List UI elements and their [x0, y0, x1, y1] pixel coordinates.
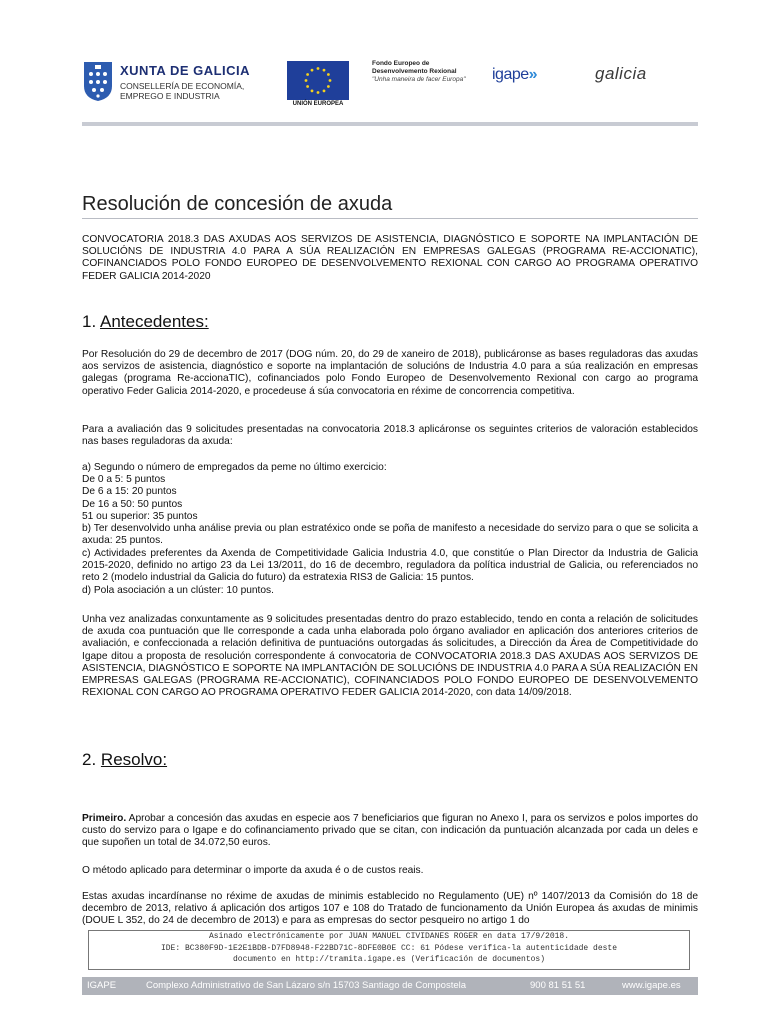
page-footer: [82, 977, 698, 995]
criterion-a-range-2: De 6 a 15: 20 puntos: [82, 486, 177, 498]
eu-star-icon: [327, 85, 330, 88]
eu-star-icon: [329, 79, 332, 82]
stamp-line-3: documento en http://tramita.igape.es (Verificación de documentos): [232, 955, 546, 964]
eu-star-icon: [323, 89, 326, 92]
stamp-line-2: IDE: BC380F9D-1E2E1BDB-D7FD8948-F22BD71C-8DFE0B0E CC: 61 Pódese verifica-la autenticidade deste: [160, 943, 618, 953]
igape-text: igape: [492, 66, 529, 83]
primeiro-text: Aprobar a concesión das axudas en especie aos 7 beneficiarios que figuran no Anexo I, para os servizos e polos importes do custo do servizo para o Igape e do cofinanciamento privado que se citan, con indicación da puntuación alcanzada por cada un deles e que supoñen un total de 34.072,50 euros.: [82, 813, 698, 849]
feder-logo-block: [372, 60, 487, 84]
footer-phone: 900 81 51 51: [530, 980, 586, 991]
criterion-a: a) Segundo o número de empregados da peme no último exercicio:: [82, 462, 387, 473]
eu-star-icon: [306, 85, 309, 88]
footer-address: Complexo Administrativo de San Lázaro s/n 15703 Santiago de Compostela: [146, 980, 467, 991]
igape-logo: [492, 66, 537, 84]
resolvo-paragraph-3: Estas axudas incardínanse no réxime de axudas de minimis establecido no Regulamento (UE) nº 1407/2013 da Comisión do 18 de decembro de 2013, relativo á aplicación dos artigos 107 e 108 do Tratado de funcionamento da Unión Europea ás axudas de minimis (DOUE L 352, do 24 de decembro de 2013) e para as empresas do sector pesqueiro no artigo 1 do: [82, 891, 698, 927]
section-1-heading: [82, 312, 209, 332]
eu-star-icon: [323, 69, 326, 72]
criterion-c: c) Actividades preferentes da Axenda de Competitividade Galicia Industria 4.0, que constitúe o Plan Director da Industria de Galicia 2015-2020, definido no artigo 23 da Lei 13/2011, do 16 de decembro, reguladora da política industrial de Galicia, ou referenciados no reto 2 (modelo industrial da Galicia do futuro) da estratexia RIS3 de Galicia: 15 puntos.: [82, 548, 698, 584]
resolvo-paragraph-2: O método aplicado para determinar o importe da axuda é o de custos reais.: [82, 865, 424, 876]
eu-star-icon: [311, 69, 314, 72]
eu-logo-block: [287, 61, 349, 109]
eu-star-icon: [305, 79, 308, 82]
criterion-b: b) Ter desenvolvido unha análise previa ou plan estratéxico onde se poña de manifesto a necesidade do servizo para o que se solicita a axuda: 25 puntos.: [82, 523, 698, 547]
title-divider: [82, 218, 698, 219]
eu-star-icon: [327, 73, 330, 76]
call-paragraph: CONVOCATORIA 2018.3 DAS AXUDAS AOS SERVIZOS DE ASISTENCIA, DIAGNÓSTICO E SOPORTE NA IMPLANTACIÓN DE SOLUCIÓNS DE INDUSTRIA 4.0 PARA A SÚA REALIZACIÓN EN EMPRESAS GALEGAS (PROGRAMA RE-ACCIONATIC), COFINANCIADOS POLO FONDO EUROPEO DE DESENVOLVEMENTO REXIONAL CON CARGO AO PROGRAMA OPERATIVO FEDER GALICIA 2014-2020: [82, 234, 698, 282]
header-divider: [82, 122, 698, 126]
section-2-title: Resolvo:: [100, 750, 168, 769]
eu-star-icon: [317, 67, 320, 70]
eu-flag-icon: [287, 61, 349, 100]
criterion-a-range-3: De 16 a 50: 50 puntos: [82, 498, 183, 510]
criterion-a-range-1: De 0 a 5: 5 puntos: [82, 474, 166, 486]
primeiro-lead: Primeiro.: [82, 813, 127, 824]
antecedentes-paragraph-3: Unha vez analizadas conxuntamente as 9 solicitudes presentadas dentro do prazo establecido, tendo en conta a relación de solicitudes de axuda coa puntuación que lle corresponde a cada unha elaborada polo órgano avaliador en aplicación dos anteriores criterios de avaliación, e confeccionada a relación definitiva de puntuacións outorgadas ás solicitudes, a Dirección da Área de Competitividade do Igape ditou a proposta de resolución correspondente á convocatoria de CONVOCATORIA 2018.3 DAS AXUDAS AOS SERVIZOS DE ASISTENCIA, DIAGNÓSTICO E SOPORTE NA IMPLANTACIÓN DE SOLUCIÓNS DE INDUSTRIA 4.0 PARA A SÚA REALIZACIÓN EN EMPRESAS GALEGAS (PROGRAMA RE-ACCIONATIC), COFINANCIADOS POLO FONDO EUROPEO DE DESENVOLVEMENTO REXIONAL CON CARGO AO PROGRAMA OPERATIVO FEDER GALICIA 2014-2020, con data 14/09/2018.: [82, 614, 698, 699]
document-title: Resolución de concesión de axuda: [82, 193, 393, 215]
stamp-line-1: Asinado electrónicamente por JUAN MANUEL CIVIDANES ROGER en data 17/9/2018.: [208, 932, 570, 941]
section-2-number: 2.: [82, 750, 97, 769]
page-header: [0, 0, 770, 125]
eu-star-icon: [317, 91, 320, 94]
eu-label: UNIÓN EUROPEA: [292, 101, 344, 107]
eu-star-icon: [306, 73, 309, 76]
galicia-logo: galicia: [595, 64, 647, 83]
antecedentes-paragraph-1: Por Resolución do 29 de decembro de 2017 (DOG núm. 20, do 29 de xaneiro de 2018), publicáronse as bases reguladoras das axudas aos servizos de asistencia, diagnóstico e soporte na implantación de solucións de Industria 4.0 para a súa realización en empresas galegas (programa Re-accionaTIC), cofinanciados polo Fondo Europeo de Desenvolvemento Rexional con cargo ao programa operativo Feder Galicia 2014-2020, e procedeuse á súa convocatoria en réxime de concorrencia competitiva.: [82, 349, 698, 397]
xunta-logo-block: [82, 60, 277, 108]
xunta-department: CONSELLERÍA DE ECONOMÍA, EMPREGO E INDUSTRIA: [120, 81, 245, 101]
eu-star-icon: [311, 89, 314, 92]
criterion-d: d) Pola asociación a un clúster: 10 puntos.: [82, 585, 274, 596]
criteria-list: [82, 462, 698, 523]
antecedentes-paragraph-2: Para a avaliación das 9 solicitudes presentadas na convocatoria 2018.3 aplicáronse os seguintes criterios de valoración establecidos nas bases reguladoras da axuda:: [82, 424, 698, 448]
feder-motto: "Unha maneira de facer Europa": [372, 76, 466, 83]
signature-stamp: [88, 930, 690, 970]
xunta-name: XUNTA DE GALICIA: [120, 63, 251, 78]
igape-arrows-icon: »: [528, 66, 538, 83]
section-1-number: 1.: [82, 312, 97, 331]
resolvo-paragraph-1: [82, 813, 698, 850]
section-2-heading: [82, 750, 167, 770]
xunta-shield-icon: [82, 60, 114, 102]
criterion-a-range-4: 51 ou superior: 35 puntos: [82, 510, 198, 522]
footer-org: IGAPE: [87, 980, 117, 991]
feder-line-2: Desenvolvemento Rexional: [372, 68, 457, 75]
footer-web-link[interactable]: www.igape.es: [622, 980, 681, 991]
section-1-title: Antecedentes:: [99, 312, 209, 331]
feder-line-1: Fondo Europeo de: [372, 60, 430, 67]
